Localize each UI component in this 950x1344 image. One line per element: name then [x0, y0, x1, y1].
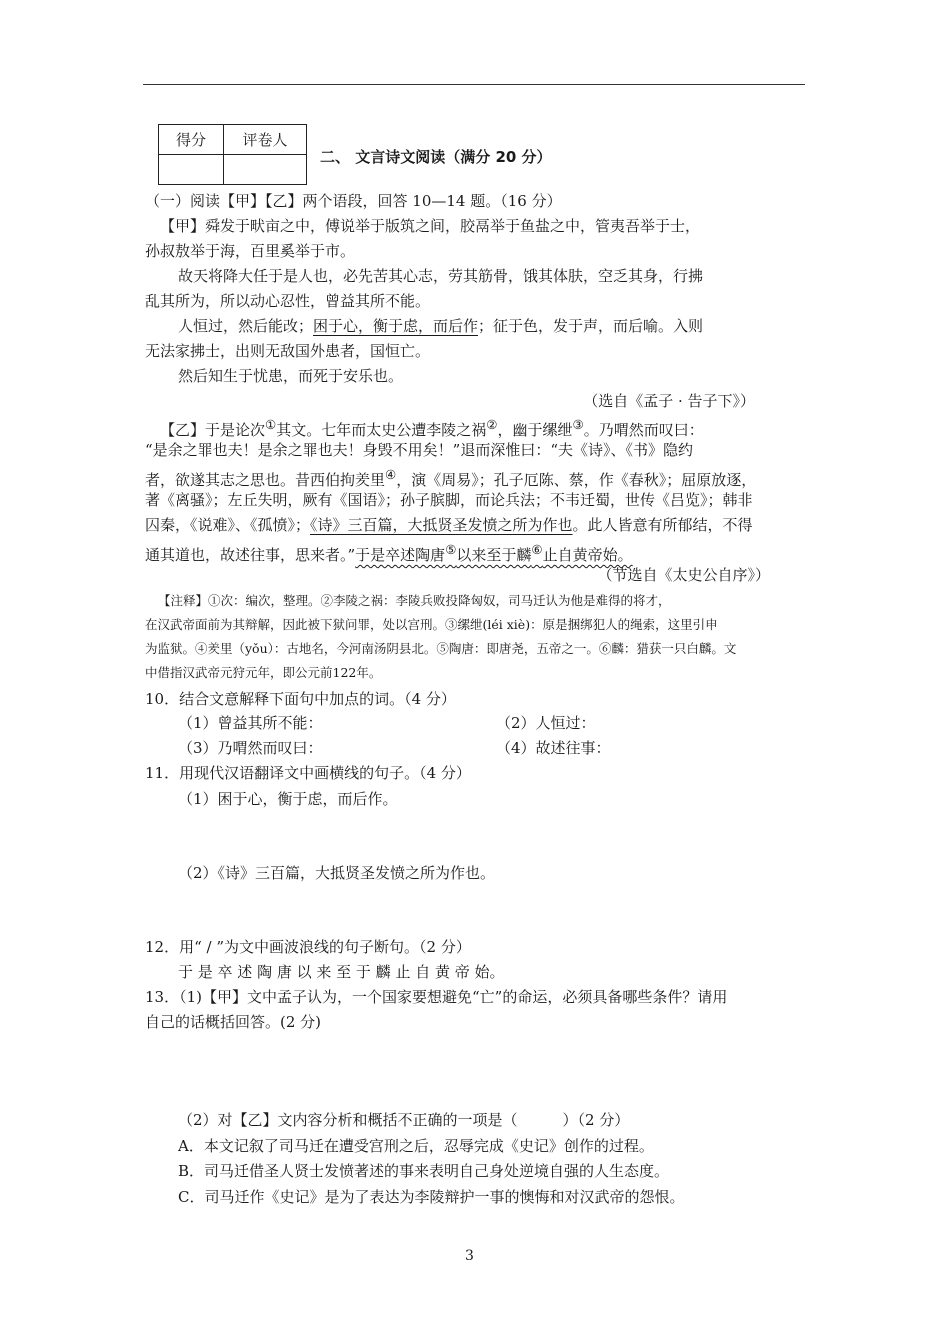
note-line-1: 【注释】①次：编次，整理。②李陵之祸：李陵兵败投降匈奴，司马迁认为他是难得的将才， — [158, 593, 671, 608]
jia-source: （选自《孟子 · 告子下》） — [583, 392, 755, 410]
score-label: 得分 — [159, 125, 224, 155]
note-line-3: 为监狱。④羑里（yǒu）：古地名，今河南汤阴县北。⑤陶唐：即唐尧，五帝之一。⑥麟：猎获一只白麟。文 — [145, 641, 737, 656]
header-rule — [143, 84, 805, 85]
jia-line-6: 无法家拂士，出则无敌国外患者，国恒亡。 — [145, 342, 431, 360]
section-title: 二、 文言诗文阅读（满分 20 分） — [320, 148, 552, 166]
score-cell[interactable] — [159, 155, 224, 185]
question-12: 12．用“ / ”为文中画波浪线的句子断句。（2 分） — [145, 938, 471, 956]
option-c[interactable]: C．司马迁作《史记》是为了表达为李陵辩护一事的懊悔和对汉武帝的怨恨。 — [178, 1188, 685, 1206]
grader-cell[interactable] — [224, 155, 307, 185]
question-11-1: （1）困于心，衡于虑，而后作。 — [178, 790, 398, 808]
yi-line-4: 著《离骚》；左丘失明，厥有《国语》；孙子膑脚，而论兵法；不韦迁蜀，世传《吕览》；韩非 — [145, 491, 753, 509]
question-11-2: （2）《诗》三百篇，大抵贤圣发愤之所为作也。 — [178, 864, 496, 882]
option-a[interactable]: A．本文记叙了司马迁在遭受宫刑之后，忍辱完成《史记》创作的过程。 — [178, 1137, 654, 1155]
yi-line-1: 【乙】于是论次①其文。七年而太史公遭李陵之祸②，幽于缧绁③。乃喟然而叹曰： — [160, 417, 704, 439]
yi-line-2: “是余之罪也夫！是余之罪也夫！身毁不用矣！”退而深惟曰：“夫《诗》、《书》隐约 — [145, 441, 694, 459]
jia-line-2: 孙叔敖举于海，百里奚举于市。 — [145, 242, 356, 260]
question-13-2: （2）对【乙】文内容分析和概括不正确的一项是（ ）（2 分） — [178, 1111, 630, 1129]
yi-line-3: 者，欲遂其志之思也。昔西伯拘羑里④，演《周易》；孔子厄陈、蔡，作《春秋》；屈原放逐， — [145, 467, 757, 489]
underlined-sentence-1: 困于心，衡于虑，而后作 — [313, 317, 479, 335]
underlined-sentence-2: 《诗》三百篇，大抵贤圣发愤之所为作也 — [310, 516, 573, 534]
yi-source: （节选自《太史公自序》） — [597, 566, 770, 584]
grader-label: 评卷人 — [224, 125, 307, 155]
note-line-2: 在汉武帝面前为其辩解，因此被下狱问罪，处以宫刑。③缧绁(léi xiè)：原是捆绑犯人的绳索，这里引申 — [145, 617, 718, 632]
score-box — [158, 124, 307, 185]
question-10-2: （2）人恒过： — [496, 714, 596, 732]
question-10: 10．结合文意解释下面句中加点的词。（4 分） — [145, 690, 456, 708]
question-13-1-line-1: 13．（1)【甲】文中孟子认为，一个国家要想避免“亡”的命运，必须具备哪些条件？请用 — [145, 988, 728, 1006]
wavy-sentence: 于是卒述陶唐⑤以来至于麟⑥止自黄帝始。 — [355, 542, 633, 564]
intro: （一）阅读【甲】【乙】两个语段，回答 10—14 题。（16 分） — [145, 192, 562, 210]
question-10-3: （3）乃喟然而叹曰： — [178, 739, 323, 757]
jia-line-7: 然后知生于忧患，而死于安乐也。 — [178, 367, 404, 385]
question-12-text: 于 是 卒 述 陶 唐 以 来 至 于 麟 止 自 黄 帝 始。 — [178, 963, 505, 981]
question-11: 11．用现代汉语翻译文中画横线的句子。（4 分） — [145, 764, 471, 782]
note-line-4: 中借指汉武帝元狩元年，即公元前122年。 — [145, 665, 382, 680]
jia-line-4: 乱其所为，所以动心忍性，曾益其所不能。 — [145, 292, 431, 310]
yi-line-6: 通其道也，故述往事，思来者。”于是卒述陶唐⑤以来至于麟⑥止自黄帝始。 — [145, 542, 633, 564]
question-10-1: （1）曾益其所不能： — [178, 714, 323, 732]
option-b[interactable]: B．司马迁借圣人贤士发愤著述的事来表明自己身处逆境自强的人生态度。 — [178, 1162, 670, 1180]
jia-line-1: 【甲】舜发于畎亩之中，傅说举于版筑之间，胶鬲举于鱼盐之中，管夷吾举于士， — [160, 217, 701, 235]
jia-line-3: 故天将降大任于是人也，必先苦其心志，劳其筋骨，饿其体肤，空乏其身，行拂 — [178, 267, 704, 285]
jia-line-5: 人恒过，然后能改；困于心，衡于虑，而后作；征于色，发于声，而后喻。入则 — [178, 317, 704, 335]
question-13-1-line-2: 自己的话概括回答。(2 分) — [145, 1013, 322, 1031]
page-number: 3 — [465, 1248, 474, 1264]
question-10-4: （4）故述往事： — [496, 739, 611, 757]
yi-line-5: 囚秦，《说难》、《孤愤》；《诗》三百篇，大抵贤圣发愤之所为作也。此人皆意有所郁结，不得 — [145, 516, 753, 534]
